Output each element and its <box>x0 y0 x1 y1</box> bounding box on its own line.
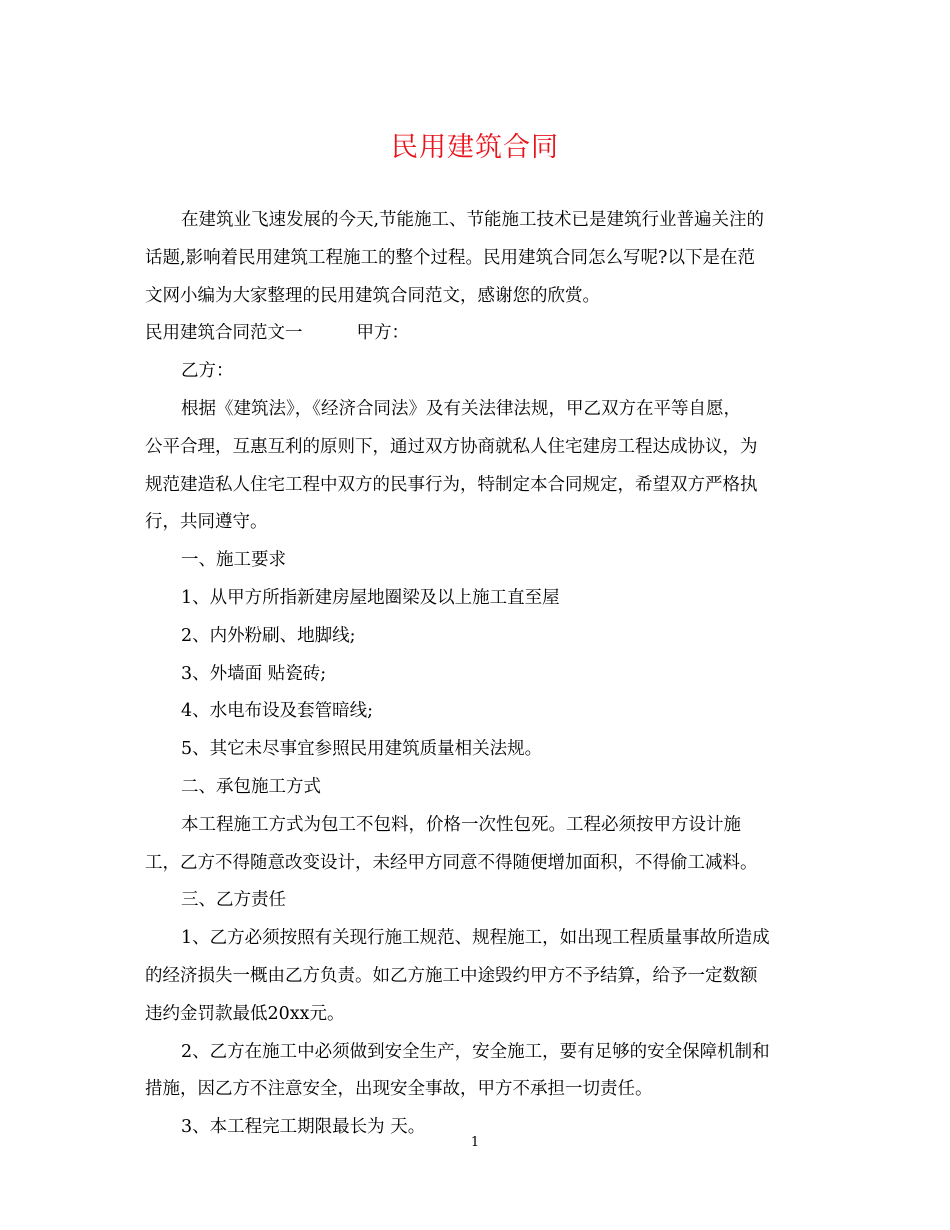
list-item: 3、外墙面 贴瓷砖; <box>181 663 327 684</box>
paragraph-line: 文网小编为大家整理的民用建筑合同范文，感谢您的欣赏。 <box>145 285 600 306</box>
list-item: 1、从甲方所指新建房屋地圈梁及以上施工直至屋 <box>181 587 560 608</box>
list-item: 5、其它未尽事宜参照民用建筑质量相关法规。 <box>181 739 543 760</box>
paragraph-line: 在建筑业飞速发展的今天,节能施工、节能施工技术已是建筑行业普遍关注的 <box>181 210 765 230</box>
page-number: 1 <box>470 1135 480 1150</box>
sample-heading: 民用建筑合同范文一 <box>145 323 303 344</box>
document-body <box>145 202 815 1147</box>
section-heading: 二、承包施工方式 <box>181 776 321 797</box>
paragraph-line: 话题,影响着民用建筑工程施工的整个过程。民用建筑合同怎么写呢?以下是在范 <box>145 247 755 268</box>
section-heading: 一、施工要求 <box>181 550 286 571</box>
paragraph-line: 公平合理，互惠互利的原则下，通过双方协商就私人住宅建房工程达成协议，为 <box>145 436 758 457</box>
sample-heading-line <box>145 315 815 353</box>
document-title: 民用建筑合同 <box>391 132 559 163</box>
paragraph-line: 3、本工程完工期限最长为 天。 <box>181 1117 426 1138</box>
section-heading: 三、乙方责任 <box>181 890 286 911</box>
paragraph-line: 工，乙方不得随意改变设计，未经甲方同意不得随便增加面积，不得偷工减料。 <box>145 852 758 873</box>
paragraph-line: 本工程施工方式为包工不包料，价格一次性包死。工程必须按甲方设计施 <box>181 814 741 835</box>
paragraph-line: 根据《建筑法》，《经济合同法》及有关法律法规，甲乙双方在平等自愿， <box>181 398 741 419</box>
paragraph-line: 违约金罚款最低20xx元。 <box>145 1003 345 1024</box>
paragraph-line: 措施，因乙方不注意安全，出现安全事故，甲方不承担一切责任。 <box>145 1079 653 1100</box>
paragraph-line: 行，共同遵守。 <box>145 512 268 533</box>
list-item: 2、内外粉刷、地脚线; <box>181 625 356 646</box>
paragraph-line: 规范建造私人住宅工程中双方的民事行为，特制定本合同规定，希望双方严格执 <box>145 474 758 495</box>
paragraph-line: 的经济损失一概由乙方负责。如乙方施工中途毁约甲方不予结算，给予一定数额 <box>145 965 758 986</box>
paragraph-line: 2、乙方在施工中必须做到安全生产，安全施工，要有足够的安全保障机制和 <box>181 1041 770 1062</box>
party-b-label: 乙方： <box>181 361 234 382</box>
party-a-label: 甲方： <box>356 323 409 344</box>
list-item: 4、水电布设及套管暗线; <box>181 701 374 722</box>
paragraph-line: 1、乙方必须按照有关现行施工规范、规程施工，如出现工程质量事故所造成 <box>181 928 770 949</box>
